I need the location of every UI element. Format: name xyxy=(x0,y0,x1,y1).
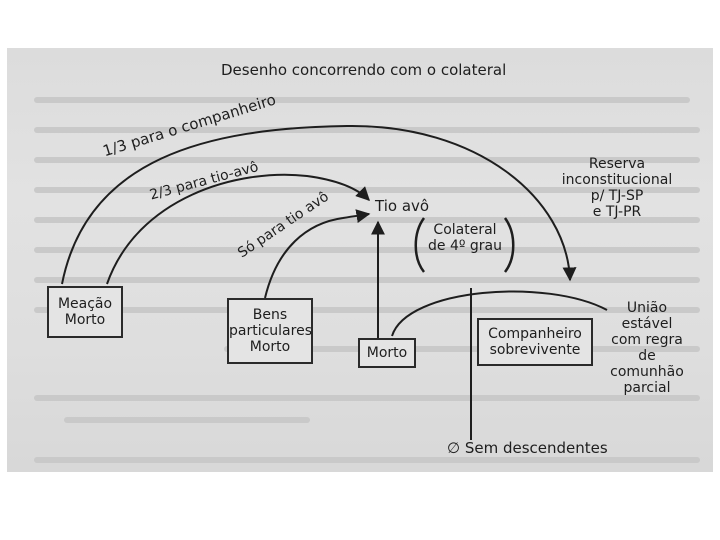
ghost-text-lines xyxy=(37,100,697,460)
reserva-line-2: inconstitucional xyxy=(561,172,673,188)
bens-line-3: Morto xyxy=(249,339,291,355)
diagram-arrows xyxy=(7,48,713,472)
bens-line-1: Bens xyxy=(252,307,288,323)
box-companheiro-sobrevivente xyxy=(477,318,593,366)
label-tio-avo: Tio avô xyxy=(375,197,430,215)
scanned-page xyxy=(7,48,713,472)
label-reserva xyxy=(547,156,687,220)
label-tio-avo-share: 2/3 para tio-avô xyxy=(148,159,261,204)
reserva-line-3: p/ TJ-SP xyxy=(590,188,644,204)
uniao-line-5: comunhão xyxy=(610,364,684,380)
label-sem-descendentes: ∅ Sem descendentes xyxy=(447,439,608,457)
paren-left xyxy=(416,218,424,272)
box-meacao-morto xyxy=(47,286,123,338)
morto-label: Morto xyxy=(366,345,408,361)
reserva-line-1: Reserva xyxy=(588,156,646,172)
bens-line-2: particulares xyxy=(229,323,312,339)
paren-right xyxy=(505,218,513,272)
uniao-line-4: de xyxy=(638,348,656,364)
uniao-line-6: parcial xyxy=(623,380,671,396)
companheiro-line-2: sobrevivente xyxy=(489,342,581,358)
uniao-line-2: estável xyxy=(621,316,673,332)
meacao-line-2: Morto xyxy=(64,312,106,328)
colateral-line-1: Colateral xyxy=(433,222,497,238)
label-colateral xyxy=(427,222,503,254)
diagram-title: Desenho concorrendo com o colateral xyxy=(221,61,507,79)
box-bens-particulares xyxy=(227,298,313,364)
label-uniao xyxy=(597,300,697,396)
meacao-line-1: Meação xyxy=(57,296,113,312)
box-morto xyxy=(358,338,416,368)
colateral-line-2: de 4º grau xyxy=(428,238,502,254)
label-companheiro-share: 1/3 para o companheiro xyxy=(100,90,278,161)
uniao-line-1: União xyxy=(626,300,668,316)
label-so-tio-avo: Só para tio avô xyxy=(235,188,332,262)
reserva-line-4: e TJ-PR xyxy=(592,204,642,220)
uniao-line-3: com regra xyxy=(611,332,683,348)
companheiro-line-1: Companheiro xyxy=(488,326,582,342)
